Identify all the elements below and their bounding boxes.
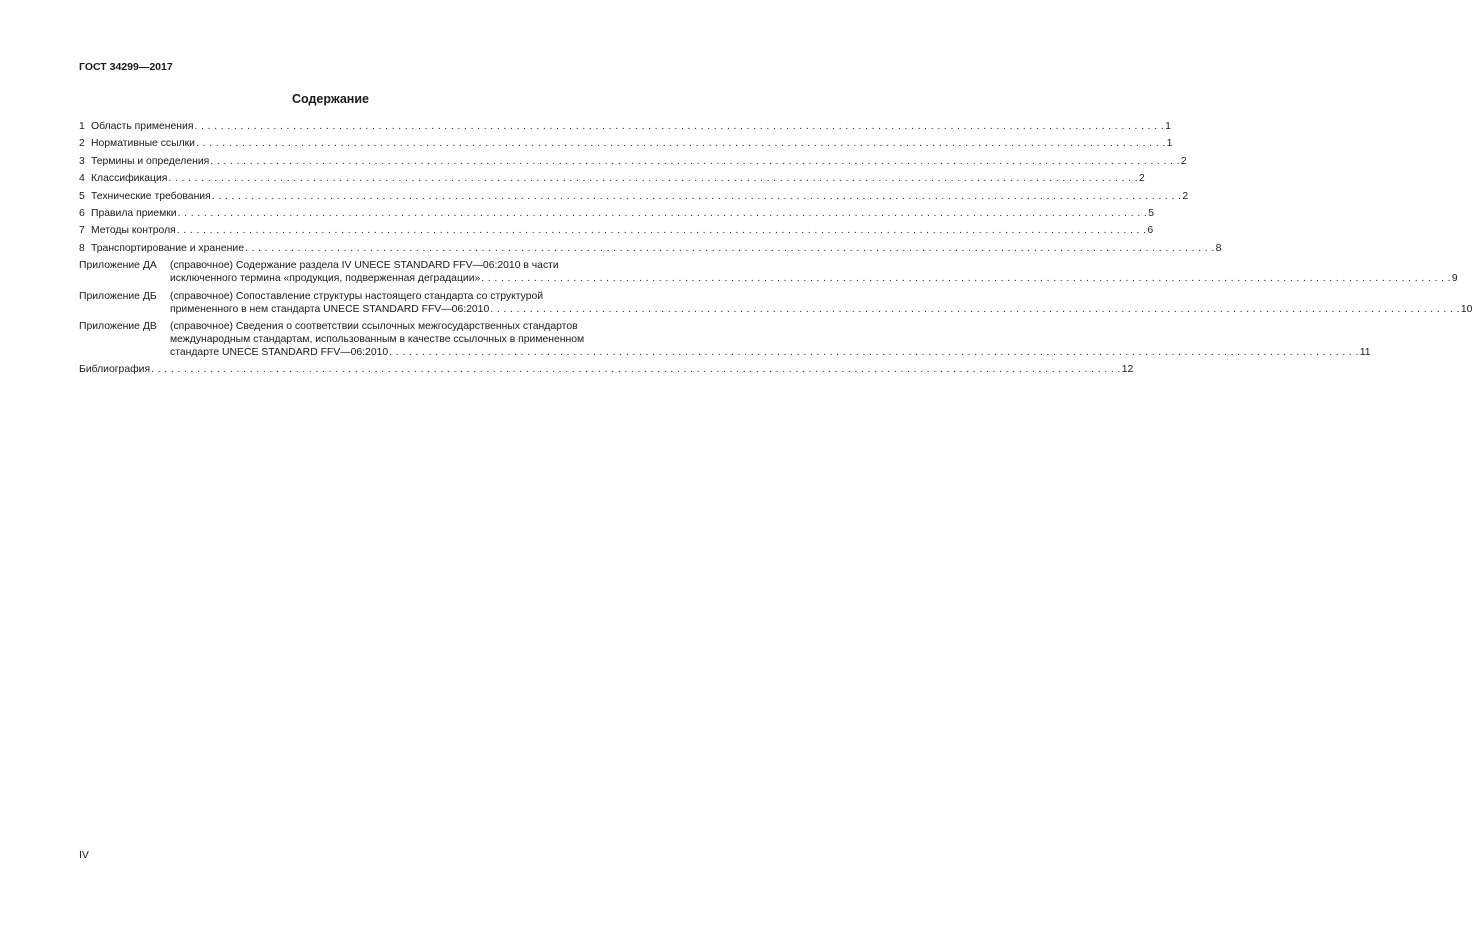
- toc-entry[interactable]: [79, 224, 1154, 237]
- toc-entry-label: Термины и определения: [91, 155, 210, 167]
- dot-leader: [168, 172, 1138, 185]
- appendix-description: [170, 259, 1458, 285]
- table-of-contents: [79, 120, 1472, 381]
- toc-entry-label: Классификация: [91, 173, 168, 185]
- dot-leader: [196, 137, 1166, 150]
- toc-entry-label: Транспортирование и хранение: [91, 242, 245, 254]
- appendix-label: Приложение ДА: [79, 260, 157, 272]
- toc-entry-bibliography[interactable]: [79, 363, 1134, 376]
- toc-entry-page: 5: [1148, 207, 1154, 219]
- dot-leader: [245, 242, 1215, 255]
- appendix-line: (справочное) Содержание раздела IV UNECE STANDARD FFV—06:2010 в части: [170, 260, 559, 272]
- toc-entry-page: 2: [1182, 190, 1189, 202]
- toc-entry-page: 9: [1451, 273, 1458, 285]
- toc-entry-number: 6: [79, 207, 85, 219]
- toc-entry-label: Нормативные ссылки: [91, 138, 195, 150]
- toc-entry-page: 2: [1139, 173, 1145, 185]
- dot-leader: [178, 207, 1148, 220]
- toc-entry[interactable]: [79, 172, 1145, 185]
- dot-leader: [481, 272, 1451, 285]
- toc-appendix-entry[interactable]: [79, 259, 1458, 285]
- toc-entry-page: 6: [1147, 225, 1154, 237]
- document-header: ГОСТ 34299—2017: [79, 61, 173, 73]
- appendix-line: (справочное) Сведения о соответствии ссылочных межгосударственных стандартов: [170, 320, 578, 332]
- toc-entry-page: 11: [1359, 346, 1371, 358]
- toc-entry[interactable]: [79, 207, 1154, 220]
- dot-leader: [389, 346, 1359, 359]
- dot-leader: [210, 155, 1180, 168]
- appendix-line: (справочное) Сопоставление структуры настоящего стандарта со структурой: [170, 290, 544, 302]
- toc-entry-page: 10: [1460, 303, 1472, 315]
- toc-entry-number: 8: [79, 242, 85, 254]
- appendix-description: [170, 320, 1371, 359]
- toc-entry[interactable]: [79, 120, 1171, 133]
- appendix-line: стандарте UNECE STANDARD FFV—06:2010: [170, 346, 389, 358]
- toc-entry[interactable]: [79, 137, 1173, 150]
- toc-entry-page: 8: [1215, 242, 1222, 254]
- dot-leader: [177, 224, 1147, 237]
- page-title: Содержание: [291, 92, 369, 106]
- appendix-last-line: [170, 272, 1458, 285]
- toc-entry-label: Библиография: [79, 364, 151, 376]
- toc-entry-label: Технические требования: [91, 190, 211, 202]
- appendix-description: [170, 290, 1472, 316]
- toc-appendix-entry[interactable]: [79, 290, 1472, 316]
- dot-leader: [151, 363, 1121, 376]
- dot-leader: [490, 303, 1460, 316]
- appendix-label: Приложение ДВ: [79, 320, 157, 332]
- appendix-last-line: [170, 303, 1472, 316]
- toc-entry-number: 7: [79, 225, 85, 237]
- toc-entry-page: 12: [1121, 364, 1134, 376]
- toc-entry-number: 2: [79, 138, 85, 150]
- toc-entry-number: 5: [79, 190, 85, 202]
- appendix-line: международным стандартам, использованным в качестве ссылочных в примененном: [170, 333, 585, 345]
- toc-entry-number: 4: [79, 173, 85, 185]
- appendix-line: исключенного термина «продукция, подверженная деградации»: [170, 273, 481, 285]
- appendix-last-line: [170, 346, 1371, 359]
- dot-leader: [194, 120, 1164, 133]
- toc-appendix-entry[interactable]: [79, 320, 1371, 359]
- appendix-line: примененного в нем стандарта UNECE STANDARD FFV—06:2010: [170, 303, 490, 315]
- toc-entry-page: 1: [1166, 138, 1173, 150]
- toc-entry-label: Область применения: [91, 121, 194, 132]
- toc-entry-label: Правила приемки: [91, 207, 177, 219]
- toc-entry[interactable]: [79, 242, 1222, 255]
- toc-entry-number: 3: [79, 155, 85, 167]
- toc-entry[interactable]: [79, 190, 1189, 203]
- toc-entry[interactable]: [79, 155, 1187, 168]
- page-number: IV: [79, 849, 89, 861]
- toc-entry-page: 2: [1180, 155, 1187, 167]
- dot-leader: [212, 190, 1182, 203]
- toc-entry-page: 1: [1165, 121, 1171, 132]
- appendix-label: Приложение ДБ: [79, 290, 157, 302]
- toc-entry-number: 1: [79, 121, 85, 132]
- toc-entry-label: Методы контроля: [91, 225, 176, 237]
